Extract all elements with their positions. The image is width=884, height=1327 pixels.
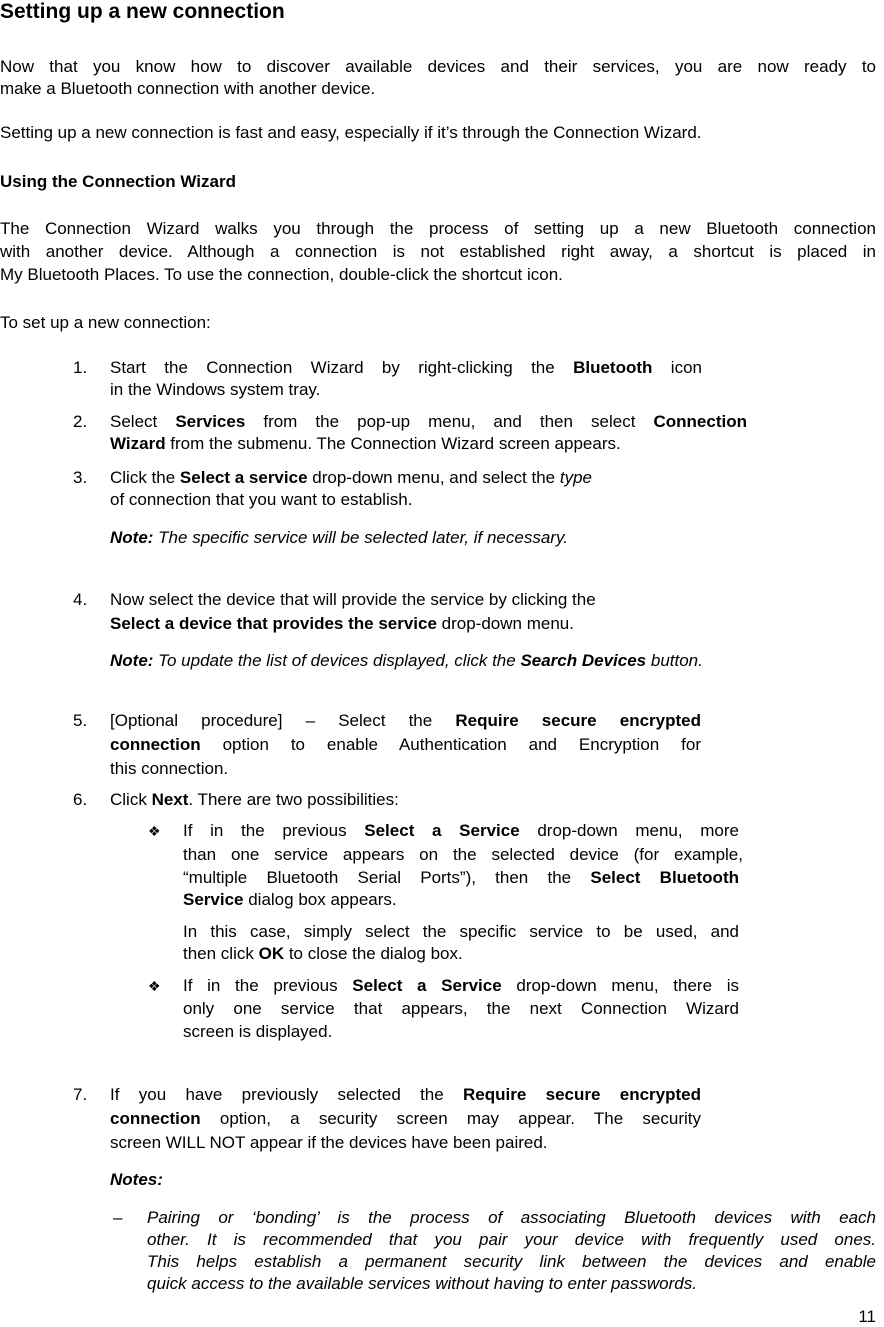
bullet-1-para-2-line-2: then click OK to close the dialog box.: [183, 944, 463, 963]
step-2-number: 2.: [73, 412, 88, 431]
bullet-1-line-4: Service dialog box appears.: [183, 890, 397, 909]
dash-note-line-3: This helps establish a permanent security link between the devices and enable: [147, 1252, 876, 1271]
step-2-line-1: Select Services from the pop-up menu, and then select Connection: [110, 412, 747, 431]
diamond-bullet-icon: ❖: [148, 823, 161, 839]
dash-note-line-2: other. It is recommended that you pair your device with frequently used ones.: [147, 1230, 876, 1249]
step-5-line-3: this connection.: [110, 759, 229, 778]
dash-bullet-icon: –: [113, 1208, 123, 1227]
bullet-1-line-3: “multiple Bluetooth Serial Ports”), then the Select Bluetooth: [183, 868, 739, 887]
step-1-line-2: in the Windows system tray.: [110, 380, 321, 399]
bullet-1-line-1: If in the previous Select a Service drop-down menu, more: [183, 821, 739, 840]
step-6-line-1: Click Next. There are two possibilities:: [110, 790, 399, 809]
intro-paragraph-line-2: make a Bluetooth connection with another device.: [0, 79, 376, 98]
step-7-number: 7.: [73, 1085, 88, 1104]
wizard-desc-line-3: My Bluetooth Places. To use the connection, double-click the shortcut icon.: [0, 265, 563, 284]
step-7-line-3: screen WILL NOT appear if the devices have been paired.: [110, 1133, 548, 1152]
step-1-line-1: Start the Connection Wizard by right-clicking the Bluetooth icon: [110, 358, 702, 377]
steps-lead: To set up a new connection:: [0, 313, 211, 332]
page-title: Setting up a new connection: [0, 0, 285, 23]
step-5-line-1: [Optional procedure] – Select the Require secure encrypted: [110, 711, 702, 730]
step-4-line-2: Select a device that provides the service drop-down menu.: [110, 614, 574, 633]
page-number: 11: [858, 1307, 876, 1326]
intro-paragraph-line-1: Now that you know how to discover available devices and their services, you are now ready to: [0, 57, 876, 76]
step-3-number: 3.: [73, 468, 88, 487]
bullet-1-para-2-line-1: In this case, simply select the specific service to be used, and: [183, 922, 739, 941]
step-7-line-1: If you have previously selected the Require secure encrypted: [110, 1085, 701, 1104]
step-1-number: 1.: [73, 358, 88, 377]
step-6-number: 6.: [73, 790, 88, 809]
intro-paragraph-2: Setting up a new connection is fast and easy, especially if it’s through the Connection Wizard.: [0, 123, 702, 142]
step-7-line-2: connection option, a security screen may appear. The security: [110, 1109, 701, 1128]
bullet-2-line-3: screen is displayed.: [183, 1022, 333, 1041]
wizard-desc-line-2: with another device. Although a connection is not established right away, a shortcut is placed in: [0, 242, 876, 261]
bullet-2-line-2: only one service that appears, the next Connection Wizard: [183, 999, 739, 1018]
section-heading: Using the Connection Wizard: [0, 172, 236, 191]
diamond-bullet-icon: ❖: [148, 978, 161, 994]
step-3-line-1: Click the Select a service drop-down menu, and select the type: [110, 468, 592, 487]
step-4-number: 4.: [73, 590, 88, 609]
step-2-line-2: Wizard from the submenu. The Connection Wizard screen appears.: [110, 434, 621, 453]
dash-note-line-1: Pairing or ‘bonding’ is the process of associating Bluetooth devices with each: [147, 1208, 876, 1227]
dash-note-line-4: quick access to the available services without having to enter passwords.: [147, 1274, 697, 1293]
step-4-line-1: Now select the device that will provide the service by clicking the: [110, 590, 596, 609]
step-3-line-2: of connection that you want to establish.: [110, 490, 413, 509]
step-7-notes-label: Notes:: [110, 1170, 163, 1189]
step-5-line-2: connection option to enable Authentication and Encryption for: [110, 735, 701, 754]
wizard-desc-line-1: The Connection Wizard walks you through the process of setting up a new Bluetooth connection: [0, 219, 876, 238]
step-3-note: Note: The specific service will be selected later, if necessary.: [110, 528, 568, 547]
step-4-note: Note: To update the list of devices displayed, click the Search Devices button.: [110, 651, 703, 670]
bullet-2-line-1: If in the previous Select a Service drop-down menu, there is: [183, 976, 739, 995]
bullet-1-line-2: than one service appears on the selected device (for example,: [183, 845, 743, 864]
step-5-number: 5.: [73, 711, 88, 730]
